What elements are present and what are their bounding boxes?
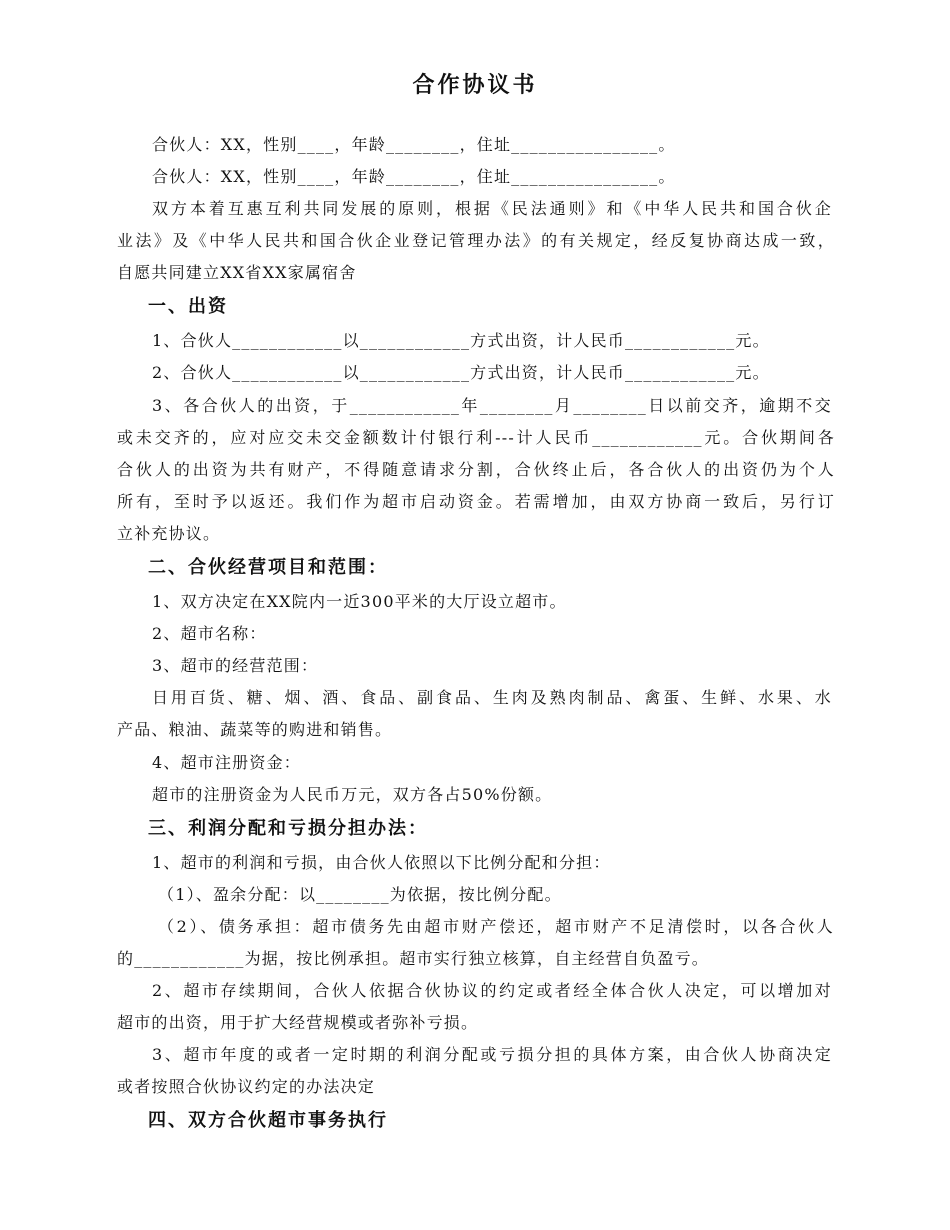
scope-line-1: 1、双方决定在XX院内一近300平米的大厅设立超市。 [152,592,567,611]
profit-line-7: 3、超市年度的或者一定时期的利润分配或亏损分担的具体方案，由合伙人协商决定 [152,1045,832,1064]
contribution-line-1: 1、合伙人____________以____________方式出资，计人民币____________元。 [152,331,770,350]
scope-line-4: 日用百货、糖、烟、酒、食品、副食品、生肉及熟肉制品、禽蛋、生鲜、水果、水 [152,688,832,707]
contribution-line-3: 3、各合伙人的出资，于____________年________月________日以前交齐，逾期不交 [152,396,832,415]
contribution-line-7: 立补充协议。 [117,524,221,543]
scope-line-7: 超市的注册资金为人民币万元，双方各占50%份额。 [152,785,553,804]
profit-line-3: （2）、债务承担：超市债务先由超市财产偿还，超市财产不足清偿时，以各合伙人 [158,917,834,936]
section-heading-2: 二、合伙经营项目和范围： [148,557,388,578]
preamble-line-2: 业法》及《中华人民共和国合伙企业登记管理办法》的有关规定，经反复协商达成一致， [117,231,835,250]
profit-line-1: 1、超市的利润和亏损，由合伙人依照以下比例分配和分担： [152,853,611,872]
document-title: 合作协议书 [412,73,538,98]
preamble-line-1: 双方本着互惠互利共同发展的原则，根据《民法通则》和《中华人民共和国合伙企 [152,199,832,218]
profit-line-2: （1）、盈余分配：以________为依据，按比例分配。 [158,885,562,904]
preamble-line-3: 自愿共同建立XX省XX家属宿舍 [117,263,357,282]
scope-line-6: 4、超市注册资金： [152,753,301,772]
profit-line-4: 的____________为据，按比例承担。超市实行独立核算，自主经营自负盈亏。 [117,949,710,968]
section-heading-1: 一、出资 [148,296,228,317]
profit-line-5: 2、超市存续期间，合伙人依据合伙协议的约定或者经全体合伙人决定，可以增加对 [152,981,832,1000]
section-heading-3: 三、利润分配和亏损分担办法： [148,818,428,839]
contribution-line-6: 所有，至时予以返还。我们作为超市启动资金。若需增加，由双方协商一致后，另行订 [117,492,835,511]
partner-line-1: 合伙人：XX，性别____，年龄________，住址________________。 [152,135,676,154]
scope-line-3: 3、超市的经营范围： [152,656,319,675]
scope-line-5: 产品、粮油、蔬菜等的购进和销售。 [117,720,393,739]
scope-line-2: 2、超市名称： [152,624,267,643]
contribution-line-5: 合伙人的出资为共有财产，不得随意请求分割，合伙终止后，各合伙人的出资仍为个人 [117,460,835,479]
partner-line-2: 合伙人：XX，性别____，年龄________，住址________________。 [152,167,676,186]
contribution-line-2: 2、合伙人____________以____________方式出资，计人民币____________元。 [152,363,770,382]
profit-line-6: 超市的出资，用于扩大经营规模或者弥补亏损。 [117,1013,479,1032]
contribution-line-4: 或未交齐的，应对应交未交金额数计付银行利---计人民币____________元。合伙期间各 [117,428,835,447]
section-heading-4: 四、双方合伙超市事务执行 [148,1110,388,1131]
profit-line-8: 或者按照合伙协议约定的办法决定 [117,1077,376,1096]
